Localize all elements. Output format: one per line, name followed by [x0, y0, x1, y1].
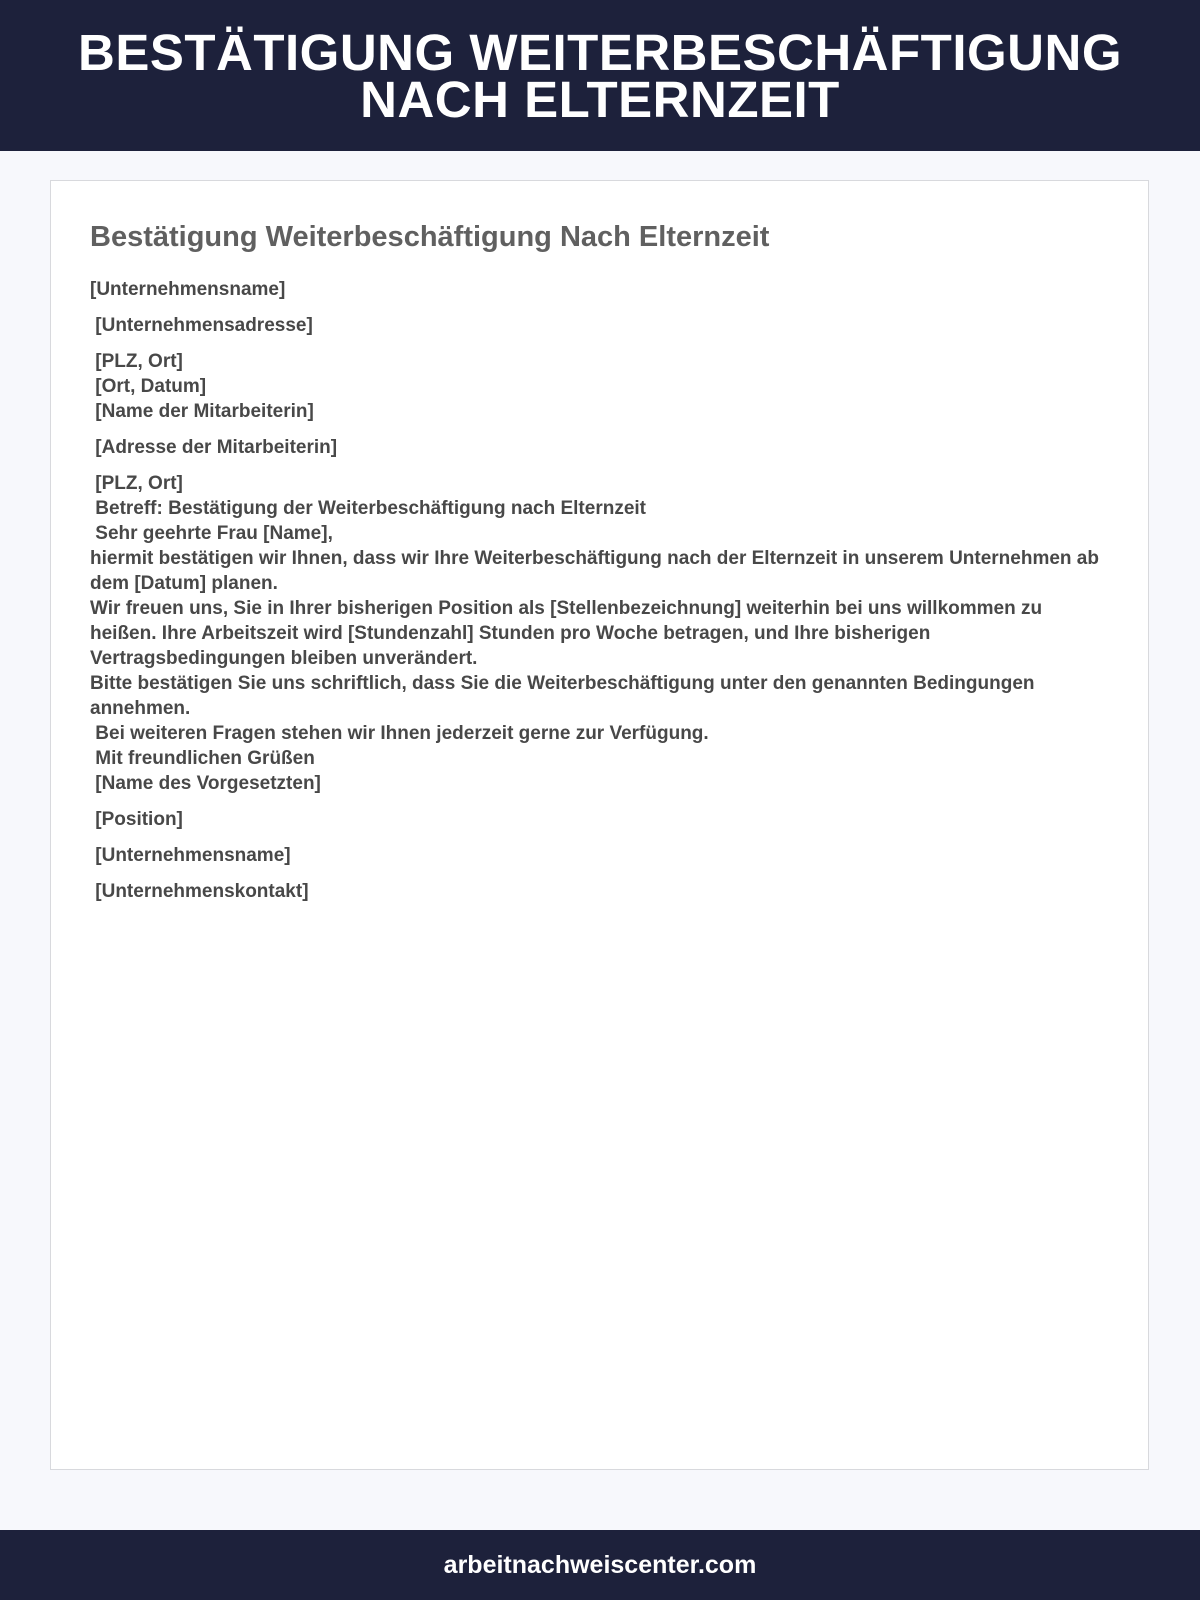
paragraph-request: Bitte bestätigen Sie uns schriftlich, dass Sie die Weiterbeschäftigung unter den genannten Bedingungen annehmen. [90, 673, 1040, 719]
recipient-postcode-city: [PLZ, Ort] [90, 473, 183, 494]
signer-company: [Unternehmensname] [90, 845, 291, 866]
sender-address: [Unternehmensadresse] [90, 315, 313, 336]
sender-company: [Unternehmensname] [90, 279, 286, 300]
salutation: Sehr geehrte Frau [Name], [90, 523, 333, 544]
sender-postcode-city: [PLZ, Ort] [90, 351, 183, 372]
header-title: BESTÄTIGUNG WEITERBESCHÄFTIGUNG NACH ELTERNZEIT [78, 23, 1122, 128]
paragraph-questions: Bei weiteren Fragen stehen wir Ihnen jederzeit gerne zur Verfügung. [90, 723, 709, 744]
recipient-address: [Adresse der Mitarbeiterin] [90, 437, 338, 458]
place-date: [Ort, Datum] [90, 376, 207, 397]
paragraph-position: Wir freuen uns, Sie in Ihrer bisherigen Position als [Stellenbezeichnung] weiterhin bei uns willkommen zu heißen. Ihre Arbeitszeit wird [Stundenzahl] Stunden pro Woche betragen, und Ihre bisherigen Vertragsbedingungen bleiben unverändert. [90, 598, 1048, 669]
document-title: Bestätigung Weiterbeschäftigung Nach Elternzeit [90, 221, 770, 253]
signer-contact: [Unternehmenskontakt] [90, 881, 309, 902]
subject-line: Betreff: Bestätigung der Weiterbeschäftigung nach Elternzeit [90, 498, 647, 519]
signer-position: [Position] [90, 809, 183, 830]
recipient-name: [Name der Mitarbeiterin] [90, 401, 314, 422]
document-card [50, 180, 1149, 1470]
letter-body [90, 277, 1105, 904]
paragraph-confirmation: hiermit bestätigen wir Ihnen, dass wir Ihre Weiterbeschäftigung nach der Elternzeit in unserem Unternehmen ab dem [Datum] planen. [90, 548, 1105, 594]
closing: Mit freundlichen Grüßen [90, 748, 315, 769]
signer-name: [Name des Vorgesetzten] [90, 773, 321, 794]
footer-site-link[interactable]: arbeitnachweiscenter.com [443, 1550, 757, 1579]
page-footer [0, 1530, 1200, 1600]
page-header [0, 0, 1200, 151]
